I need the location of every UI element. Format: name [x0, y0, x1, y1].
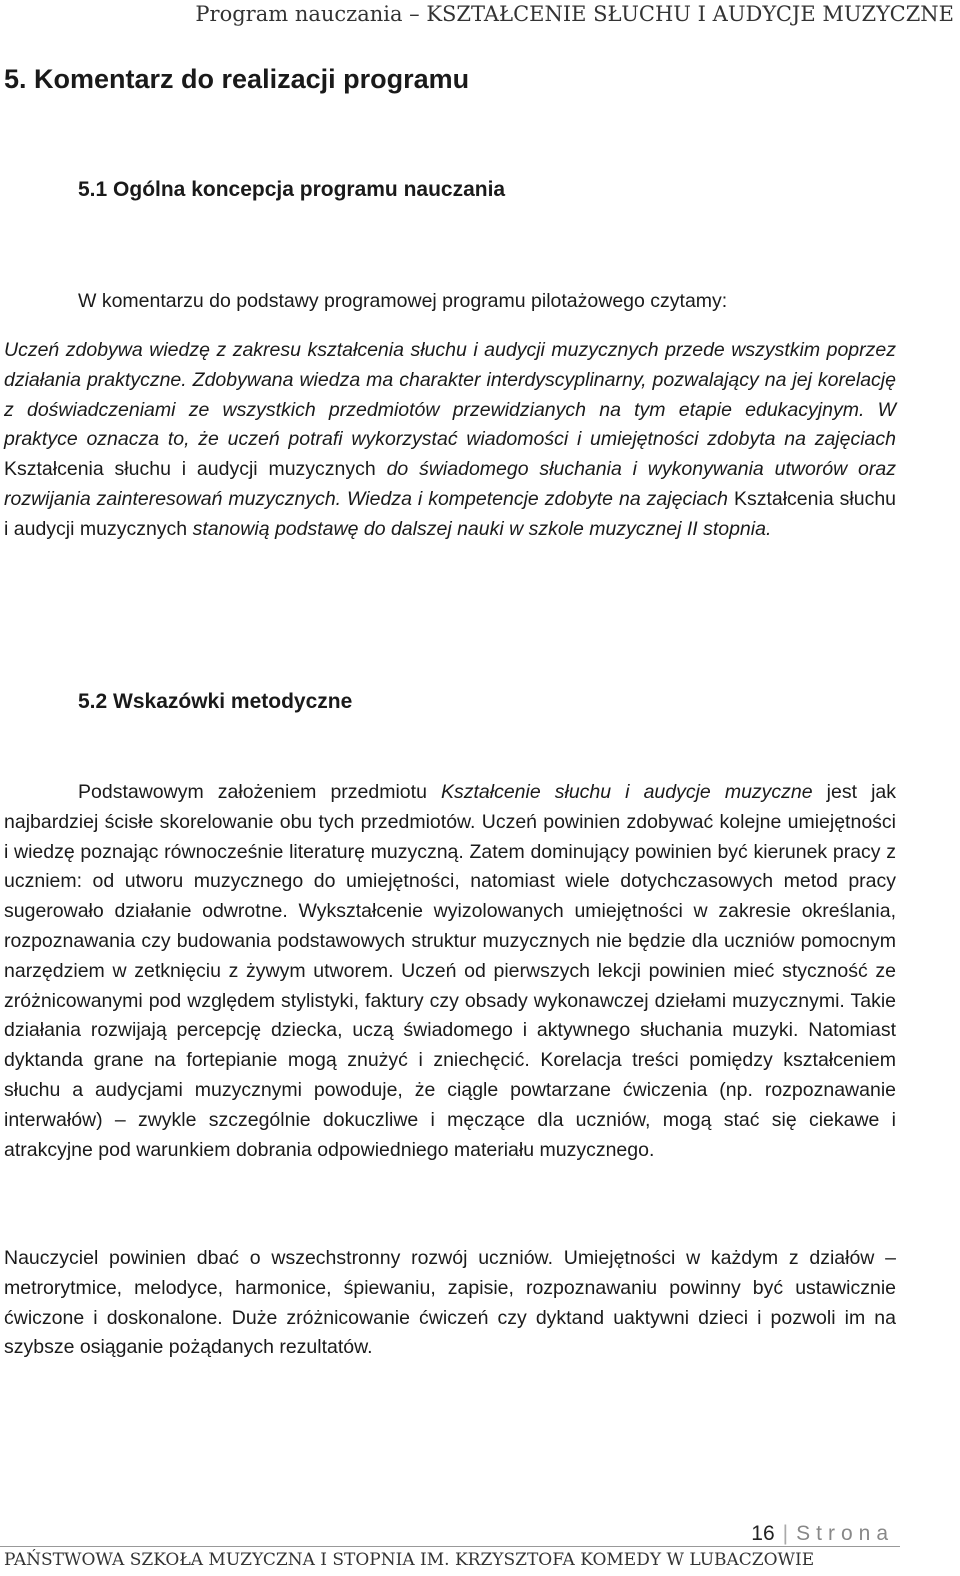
- running-header: Program nauczania – KSZTAŁCENIE SŁUCHU I AUDYCJE MUZYCZNE: [195, 2, 954, 26]
- text-run: Kształcenia słuchu i audycji muzycznych: [4, 487, 897, 540]
- subsection-5-1-paragraph: [4, 336, 896, 545]
- text-run: do świadomego słuchania i wykonywania utworów oraz rozwijania zainteresowań muzycznych. Wiedza i kompetencje zdobyte na zajęciach: [4, 458, 896, 510]
- subsection-title-5-1: 5.1 Ogólna koncepcja programu nauczania: [78, 178, 506, 201]
- footer-institution: PAŃSTWOWA SZKOŁA MUZYCZNA I STOPNIA IM. KRZYSZTOFA KOMEDY W LUBACZOWIE: [4, 1550, 815, 1570]
- page-number-label: Strona: [796, 1522, 894, 1545]
- page-number: [751, 1522, 894, 1546]
- subsection-5-1-lead: W komentarzu do podstawy programowej programu pilotażowego czytamy:: [78, 290, 728, 312]
- text-run: Kształcenia słuchu i audycji muzycznych: [4, 458, 376, 481]
- subsection-5-2-paragraph-2: Nauczyciel powinien dbać o wszechstronny rozwój uczniów. Umiejętności w każdym z działów – metrorytmice, melodyce, harmonice, śpiewaniu, zapisie, rozpoznawaniu powinny być ustawicznie ćwiczone i doskonalone. Duże zróżnicowanie ćwiczeń czy dyktand uaktywni dzieci i pozwoli im na szybsze osiąganie pożądanych rezultatów.: [4, 1247, 896, 1359]
- text-run: Podstawowym założeniem przedmiotu: [78, 781, 441, 803]
- text-run: Zdobywana wiedza ma charakter interdyscyplinarny, pozwalający na jej korelację z doświadczeniami ze wszystkich przedmiotów przewidzianych na tym etapie edukacyjnym. W praktyce oznacza to, że uczeń potrafi wykorzystać wiadomości i umiejętności zdobyta na zajęciach: [4, 368, 896, 451]
- footer-divider: [0, 1546, 900, 1547]
- text-run: jest jak najbardziej ścisłe skorelowanie obu tych przedmiotów. Uczeń powinien zdobywać kolejne umiejętności i wiedzę poznając równocześnie literaturę muzyczną. Zatem dominujący powinien być kierunek pracy z uczniem: od utworu muzycznego do umiejętności, natomiast wiele dotychczasowych metod pracy sugerowało działanie odwrotne. Wykształcenie wyizolowanych umiejętności w zakresie określania, rozpoznawania czy budowania podstawowych struktur muzycznych nie będzie dla uczniów pomocnym narzędziem w zetknięciu z żywym utworem. Uczeń od pierwszych lekcji powinien mieć styczność ze zróżnicowanymi pod względem stylistyki, faktury czy obsady wykonawczej dziełami muzycznymi. Takie działania rozwijają percepcję dziecka, uczą świadomego i aktywnego słuchania muzyki. Natomiast dyktanda grane na fortepianie mogą znużyć i zniechęcić. Korelacja treści pomiędzy kształceniem słuchu a audycjami muzycznymi powoduje, że ciągle powtarzane ćwiczenia (np. rozpoznawanie interwałów) – zwykle szczególnie dokuczliwe i męczące dla uczniów, mogą stać się ciekawe i atrakcyjne pod warunkiem dobrania odpowiedniego materiału muzycznego.: [4, 781, 897, 1161]
- subsection-title-5-2: 5.2 Wskazówki metodyczne: [78, 690, 353, 713]
- page-number-separator: |: [782, 1522, 789, 1545]
- page-number-value: 16: [751, 1522, 775, 1545]
- section-title: 5. Komentarz do realizacji programu: [4, 64, 470, 94]
- text-run: stanowią podstawę do dalszej nauki w szkole muzycznej II stopnia.: [187, 517, 772, 540]
- subsection-5-2-paragraph-1: [4, 778, 896, 1165]
- text-run: Kształcenie słuchu i audycje muzyczne: [440, 781, 813, 803]
- text-run: Uczeń zdobywa wiedzę z zakresu kształcenia słuchu i audycji muzycznych przede wszystkim poprzez działania praktyczne.: [4, 339, 896, 391]
